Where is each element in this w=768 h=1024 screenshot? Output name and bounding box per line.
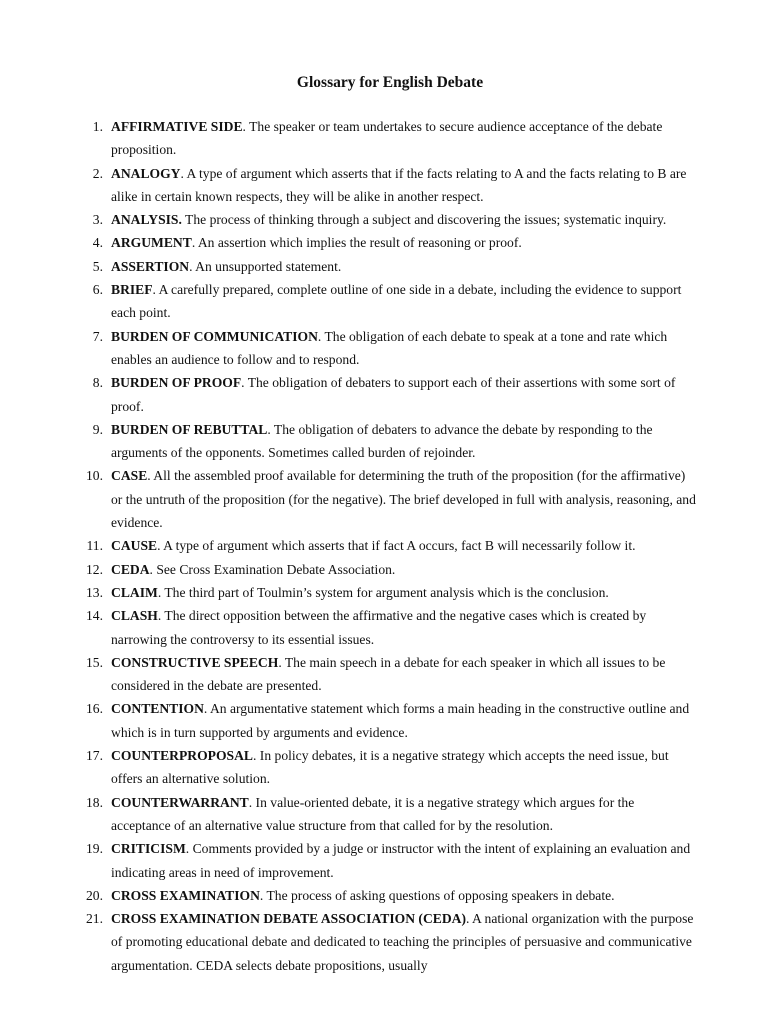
glossary-list [76, 115, 696, 977]
entry-term: CONTENTION [111, 701, 204, 717]
entry-number: 15. [86, 654, 103, 670]
glossary-entry [76, 231, 696, 254]
glossary-entry [76, 604, 696, 651]
entry-term: ANALYSIS. [111, 212, 182, 228]
glossary-entry [76, 162, 696, 209]
entry-term: CEDA [111, 561, 150, 577]
glossary-entry [76, 744, 696, 791]
entry-definition: . An assertion which implies the result of reasoning or proof. [191, 235, 522, 251]
entry-term: BRIEF [111, 282, 153, 298]
entry-definition: . A type of argument which asserts that if the facts relating to A and the facts relating to B are alike in certain known respects, they will be alike in another respect. [111, 165, 687, 204]
entry-term: COUNTERPROPOSAL [111, 748, 253, 764]
entry-number: 18. [86, 794, 103, 810]
glossary-entry [76, 115, 696, 162]
entry-number: 4. [92, 235, 103, 251]
entry-number: 21. [86, 911, 103, 927]
glossary-entry [76, 697, 696, 744]
entry-term: BURDEN OF REBUTTAL [111, 421, 268, 437]
entry-term: CLASH [111, 608, 158, 624]
entry-number: 16. [86, 701, 103, 717]
glossary-entry [76, 581, 696, 604]
entry-definition: . A type of argument which asserts that if fact A occurs, fact B will necessarily follow it. [157, 538, 636, 554]
entry-definition: . The obligation of debaters to advance the debate by responding to the arguments of the opponents. Sometimes called burden of rejoinder. [111, 421, 653, 461]
entry-number: 3. [92, 212, 103, 228]
entry-definition: . See Cross Examination Debate Association. [149, 561, 396, 577]
entry-number: 12. [86, 561, 103, 577]
entry-definition: The process of thinking through a subject and discovering the issues; systematic inquiry. [181, 212, 667, 228]
entry-definition: . Comments provided by a judge or instructor with the intent of explaining an evaluation and indicating areas in need of improvement. [111, 841, 691, 880]
entry-number: 9. [92, 421, 103, 437]
entry-definition: . The obligation of debaters to support each of their assertions with some sort of proof. [111, 375, 676, 414]
entry-number: 8. [92, 375, 103, 391]
glossary-entry [76, 558, 696, 581]
entry-definition: . An unsupported statement. [189, 258, 342, 274]
entry-term: COUNTERWARRANT [111, 794, 249, 810]
entry-number: 20. [86, 887, 103, 903]
entry-number: 13. [86, 584, 103, 600]
entry-number: 19. [86, 841, 103, 857]
glossary-entry [76, 791, 696, 838]
entry-number: 11. [86, 538, 103, 554]
entry-definition: . The third part of Toulmin’s system for argument analysis which is the conclusion. [157, 584, 609, 600]
glossary-entry [76, 255, 696, 278]
entry-term: AFFIRMATIVE SIDE [111, 119, 243, 134]
glossary-entry [76, 884, 696, 907]
entry-term: CROSS EXAMINATION [111, 887, 260, 903]
entry-definition: . The process of asking questions of opposing speakers in debate. [259, 887, 615, 903]
page-title: Glossary for English Debate [296, 74, 484, 91]
glossary-entry [76, 208, 696, 231]
entry-number: 7. [92, 328, 103, 344]
entry-definition: . In policy debates, it is a negative strategy which accepts the need issue, but offers an alternative solution. [111, 748, 669, 787]
entry-definition: . The obligation of each debate to speak at a tone and rate which enables an audience to follow and to respond. [111, 328, 668, 367]
entry-term: BURDEN OF COMMUNICATION [111, 328, 318, 344]
entry-term: CROSS EXAMINATION DEBATE ASSOCIATION (CEDA) [111, 911, 467, 927]
entry-definition: . The direct opposition between the affirmative and the negative cases which is created by narrowing the controversy to its essential issues. [111, 608, 647, 647]
entry-number: 17. [86, 748, 103, 764]
entry-definition: . A national organization with the purpose of promoting educational debate and dedicated to teaching the principles of persuasive and communicative argumentation. CEDA selects debate propositions, usually [111, 911, 694, 973]
glossary-entry [76, 651, 696, 698]
entry-number: 14. [86, 608, 103, 624]
entry-term: CAUSE [111, 538, 158, 554]
glossary-entry [76, 418, 696, 465]
glossary-entry [76, 907, 696, 977]
glossary-entry [76, 371, 696, 418]
entry-term: CONSTRUCTIVE SPEECH [111, 654, 279, 670]
entry-term: ANALOGY [111, 165, 181, 181]
entry-number: 1. [92, 119, 103, 134]
entry-definition: . All the assembled proof available for determining the truth of the proposition (for the affirmative) or the untruth of the proposition (for the negative). The brief developed in full with analysis, reasoning, and evidence. [111, 468, 696, 531]
glossary-entry [76, 278, 696, 325]
entry-definition: . A carefully prepared, complete outline of one side in a debate, including the evidence to support each point. [111, 282, 682, 321]
entry-term: BURDEN OF PROOF [111, 375, 242, 391]
entry-number: 10. [86, 468, 103, 484]
entry-number: 2. [92, 165, 103, 181]
entry-term: ASSERTION [111, 258, 190, 274]
entry-definition: . An argumentative statement which forms a main heading in the constructive outline and which is in turn supported by arguments and evidence. [111, 701, 690, 740]
entry-term: CASE [111, 468, 148, 484]
glossary-entry [76, 837, 696, 884]
entry-definition: . The main speech in a debate for each speaker in which all issues to be considered in the debate are presented. [111, 654, 666, 694]
entry-definition: . The speaker or team undertakes to secure audience acceptance of the debate proposition. [111, 119, 663, 158]
entry-definition: . In value-oriented debate, it is a negative strategy which argues for the acceptance of an alternative value structure from that called for by the resolution. [111, 794, 635, 833]
entry-term: CRITICISM [111, 841, 186, 857]
entry-number: 5. [92, 258, 103, 274]
entry-number: 6. [92, 282, 103, 298]
glossary-entry [76, 325, 696, 372]
glossary-entry [76, 464, 696, 534]
entry-term: ARGUMENT [111, 235, 192, 251]
glossary-entry [76, 534, 696, 557]
entry-term: CLAIM [111, 584, 158, 600]
